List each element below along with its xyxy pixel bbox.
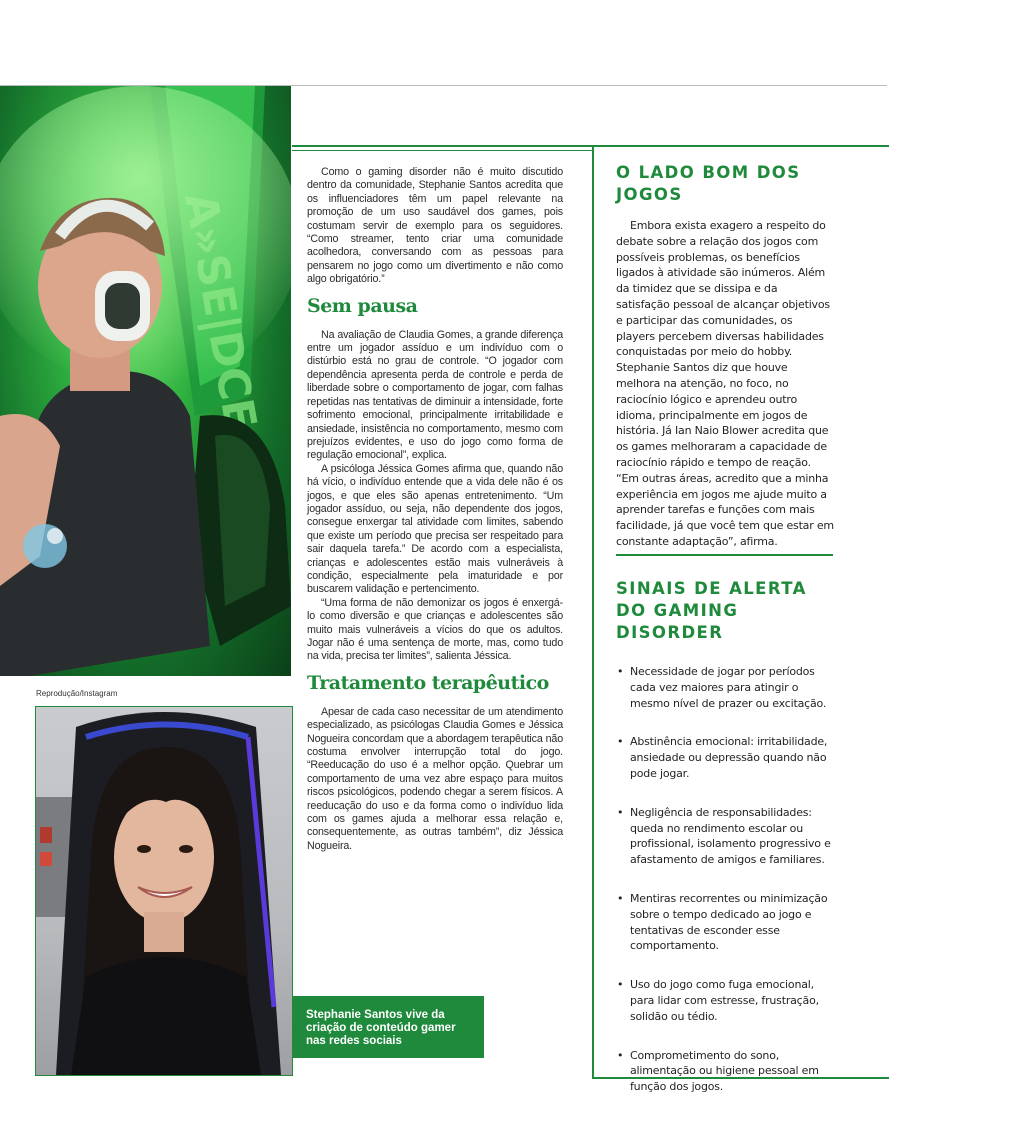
photo-caption: Stephanie Santos vive da criação de conteúdo gamer nas redes sociais [306,1009,456,1047]
paragraph-1-text: Na avaliação de Claudia Gomes, a grande diferença entre um jogador assíduo e um indivíduo com o distúrbio está no grau de controle. “O jogador com dependência apresenta perda de controle e perda de liberdade sobre o comportamento de jogar, com falhas repetidas nas tentativas de diminuir a intensidade, forte sofrimento emocional, principalmente irritabilidade e ansiedade, insistência no comportamento, mesmo com prejuízos evidentes, e uso do jogo como forma de regulação emocional”, explica. [307,328,563,462]
stephanie-illustration [36,707,292,1075]
subhead-sem-pausa: Sem pausa [307,294,418,317]
list-item: • Uso do jogo como fuga emocional, para lidar com estresse, frustração, solidão ou tédio. [616,977,834,1024]
paragraph-3-text: “Uma forma de não demonizar os jogos é enxergá-lo como diversão e que crianças e adolescentes são muito mais vulneráveis a vícios do que os adultos. Jogar não é uma sentença de morte, mas, como tudo na vida, precisa ter limites”, salienta Jéssica. [307,596,563,663]
paragraph-2 [307,463,563,597]
sidebar-section-alert [616,578,834,1118]
gamer-photo [0,86,291,676]
paragraph-2-text: A psicóloga Jéssica Gomes afirma que, quando não há vício, o indivíduo entende que a vida dele não é os jogos, e que eles são apenas entretenimento. “Um jogador assíduo, ou seja, não dependente dos jogos, consegue enxergar tal atividade com limites, sabendo que existe um período que precisa ser respeitado para sair daquela tarefa.” De acordo com a especialista, crianças e adolescentes estão mais vulneráveis à condição, especialmente pela imaturidade e por buscarem validação e pertencimento. [307,462,563,596]
sidebar-section-good-side [616,162,834,550]
sidebar-title-lado-bom: O LADO BOM DOS JOGOS [616,163,801,204]
gamer-illustration [0,86,291,676]
list-item: • Abstinência emocional: irritabilidade, ansiedade ou depressão quando não pode jogar. [616,734,834,781]
photo-credit: Reprodução/Instagram [36,689,118,698]
header-thin-rule [292,150,592,151]
stephanie-photo [36,707,292,1075]
paragraph-4-text: Apesar de cada caso necessitar de um atendimento especializado, as psicólogas Claudia Gomes e Jéssica Nogueira concordam que a abordagem terapêutica não costuma envolver interrupção total do jogo. “Reeducação do uso é a melhor opção. Quebrar um comportamento de uma vez abre espaço para muitos riscos psicológicos, podendo chegar a serem físicos. A reeducação do uso e da forma como o indivíduo lida com os games ajuda a melhorar essa relação e, consequentemente, as outras também”, diz Jéssica Nogueira. [307,705,563,852]
sidebar-divider [616,554,833,556]
sidebar-text-lado-bom-body: Embora exista exagero a respeito do debate sobre a relação dos jogos com possíveis problemas, os benefícios ligados à atividade são inúmeros. Além da timidez que se dissipa e da satisfação pessoal de alcançar objetivos e participar das comunidades, os players percebem diversas habilidades conquistadas por meio do hobby. Stephanie Santos diz que houve melhora na atenção, no foco, no raciocínio lógico e aprendeu outro idioma, principalmente em jogos de história. Já Ian Naio Blower acredita que os games melhoraram a capacidade de raciocínio rápido e tempo de reação. “Em outras áreas, acredito que a minha experiência em jogos me ajude muito a aprender tarefas e funções com mais facilidade, já que você tem que estar em constante adaptação”, afirma. [616,219,834,548]
paragraph-3 [307,597,563,664]
intro-text: Como o gaming disorder não é muito discutido dentro da comunidade, Stephanie Santos acredita que os influenciadores têm um papel relevante na promoção de um uso saudável dos games, pois costumam servir de exemplo para os seguidores. “Como streamer, tento criar uma comunidade acolhedora, conversando com as pessoas para pensarem no jogo como um divertimento e não como algo obrigatório.” [307,166,563,286]
list-item: • Necessidade de jogar por períodos cada vez maiores para atingir o mesmo nível de prazer ou excitação. [616,664,834,711]
paragraph-1 [307,329,563,463]
list-item: • Comprometimento do sono, alimentação ou higiene pessoal em função dos jogos. [616,1048,834,1095]
intro-paragraph [307,166,563,287]
paragraph-4 [307,706,563,853]
list-item: • Mentiras recorrentes ou minimização sobre o tempo dedicado ao jogo e tentativas de esconder esse comportamento. [616,891,834,954]
list-item: • Negligência de responsabilidades: queda no rendimento escolar ou profissional, isolamento progressivo e afastamento de amigos e familiares. [616,805,834,868]
subhead-tratamento: Tratamento terapêutico [307,671,549,694]
alert-signs-list [616,664,834,1095]
sidebar-title-sinais: SINAIS DE ALERTA DO GAMING DISORDER [616,579,807,642]
sidebar-text-lado-bom [616,218,834,550]
photo-caption-box [292,996,484,1058]
main-article-column [307,166,563,853]
